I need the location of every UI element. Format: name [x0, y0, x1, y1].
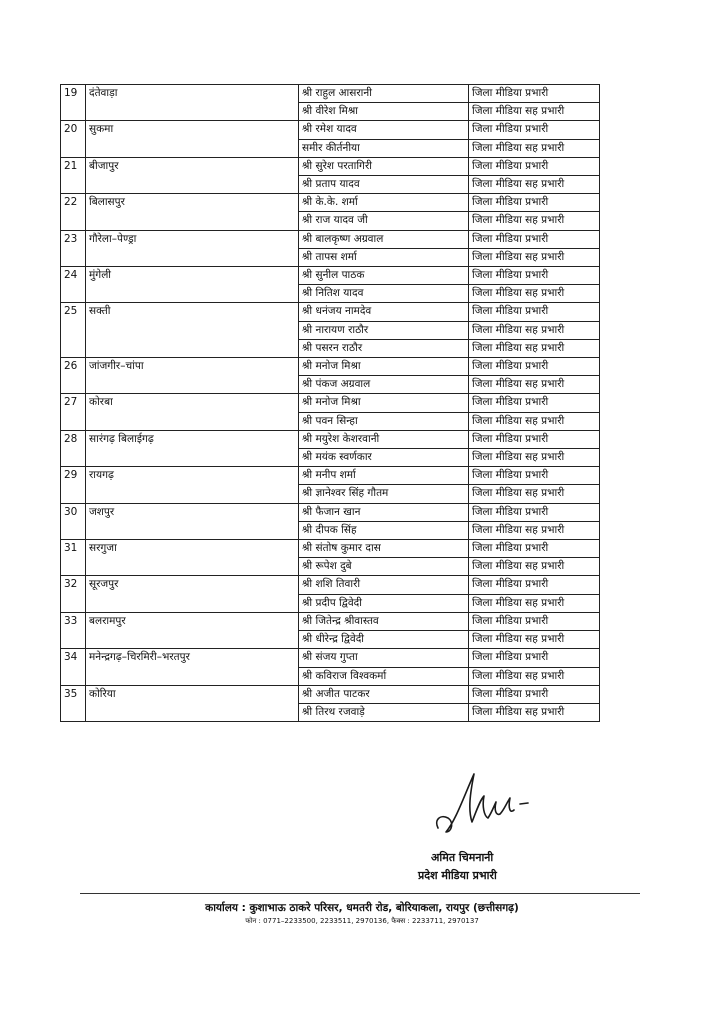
- role-cell: जिला मीडिया प्रभारी: [469, 685, 600, 703]
- district-cell: मुंगेली: [86, 267, 299, 303]
- role-cell: जिला मीडिया सह प्रभारी: [469, 176, 600, 194]
- person-name-cell: श्री नारायण राठौर: [299, 321, 469, 339]
- role-cell: जिला मीडिया प्रभारी: [469, 358, 600, 376]
- table-row: [61, 230, 600, 248]
- table-row: [61, 612, 600, 630]
- role-cell: जिला मीडिया प्रभारी: [469, 467, 600, 485]
- person-name-cell: श्री फैजान खान: [299, 503, 469, 521]
- table-row: [61, 121, 600, 139]
- table-row: [61, 467, 600, 485]
- table-row: [61, 540, 600, 558]
- district-cell: सरगुजा: [86, 540, 299, 576]
- person-name-cell: श्री राज यादव जी: [299, 212, 469, 230]
- role-cell: जिला मीडिया प्रभारी: [469, 430, 600, 448]
- district-cell: दंतेवाड़ा: [86, 85, 299, 121]
- person-name-cell: श्री मयुरेश केशरवानी: [299, 430, 469, 448]
- person-name-cell: श्री अजीत पाटकर: [299, 685, 469, 703]
- role-cell: जिला मीडिया सह प्रभारी: [469, 103, 600, 121]
- person-name-cell: श्री संतोष कुमार दास: [299, 540, 469, 558]
- person-name-cell: श्री मनीप शर्मा: [299, 467, 469, 485]
- serial-number-cell: 28: [61, 430, 86, 466]
- role-cell: जिला मीडिया प्रभारी: [469, 157, 600, 175]
- role-cell: जिला मीडिया सह प्रभारी: [469, 667, 600, 685]
- role-cell: जिला मीडिया प्रभारी: [469, 540, 600, 558]
- table-row: [61, 394, 600, 412]
- role-cell: जिला मीडिया सह प्रभारी: [469, 521, 600, 539]
- person-name-cell: श्री धीरेन्द्र द्विवेदी: [299, 631, 469, 649]
- role-cell: जिला मीडिया सह प्रभारी: [469, 631, 600, 649]
- role-cell: जिला मीडिया सह प्रभारी: [469, 139, 600, 157]
- serial-number-cell: 30: [61, 503, 86, 539]
- signer-name: अमित चिमनानी: [431, 851, 494, 864]
- table-row: [61, 303, 600, 321]
- person-name-cell: श्री पंकज अग्रवाल: [299, 376, 469, 394]
- serial-number-cell: 26: [61, 358, 86, 394]
- footer-divider: [80, 893, 640, 894]
- role-cell: जिला मीडिया प्रभारी: [469, 649, 600, 667]
- role-cell: जिला मीडिया सह प्रभारी: [469, 594, 600, 612]
- serial-number-cell: 34: [61, 649, 86, 685]
- person-name-cell: श्री कविराज विश्वकर्मा: [299, 667, 469, 685]
- district-cell: जशपुर: [86, 503, 299, 539]
- role-cell: जिला मीडिया प्रभारी: [469, 230, 600, 248]
- person-name-cell: समीर कीर्तनीया: [299, 139, 469, 157]
- district-cell: सूरजपुर: [86, 576, 299, 612]
- serial-number-cell: 23: [61, 230, 86, 266]
- serial-number-cell: 31: [61, 540, 86, 576]
- person-name-cell: श्री संजय गुप्ता: [299, 649, 469, 667]
- table-row: [61, 85, 600, 103]
- table-row: [61, 430, 600, 448]
- person-name-cell: श्री शशि तिवारी: [299, 576, 469, 594]
- person-name-cell: श्री सुरेश परतागिरी: [299, 157, 469, 175]
- person-name-cell: श्री जितेन्द्र श्रीवास्तव: [299, 612, 469, 630]
- district-cell: सुकमा: [86, 121, 299, 157]
- person-name-cell: श्री मनोज मिश्रा: [299, 394, 469, 412]
- district-cell: जांजगीर–चांपा: [86, 358, 299, 394]
- role-cell: जिला मीडिया प्रभारी: [469, 267, 600, 285]
- table-row: [61, 576, 600, 594]
- person-name-cell: श्री ज्ञानेश्वर सिंह गौतम: [299, 485, 469, 503]
- person-name-cell: श्री पवन सिन्हा: [299, 412, 469, 430]
- table-row: [61, 157, 600, 175]
- table-row: [61, 194, 600, 212]
- district-cell: सक्ती: [86, 303, 299, 358]
- role-cell: जिला मीडिया सह प्रभारी: [469, 248, 600, 266]
- district-cell: गौरेला–पेण्ड्रा: [86, 230, 299, 266]
- serial-number-cell: 32: [61, 576, 86, 612]
- serial-number-cell: 25: [61, 303, 86, 358]
- district-cell: बीजापुर: [86, 157, 299, 193]
- role-cell: जिला मीडिया सह प्रभारी: [469, 321, 600, 339]
- role-cell: जिला मीडिया प्रभारी: [469, 503, 600, 521]
- role-cell: जिला मीडिया सह प्रभारी: [469, 412, 600, 430]
- table-row: [61, 503, 600, 521]
- person-name-cell: श्री तापस शर्मा: [299, 248, 469, 266]
- person-name-cell: श्री नितिश यादव: [299, 285, 469, 303]
- handwritten-signature: [430, 760, 550, 840]
- person-name-cell: श्री मनोज मिश्रा: [299, 358, 469, 376]
- role-cell: जिला मीडिया सह प्रभारी: [469, 212, 600, 230]
- district-cell: सारंगढ़ बिलाईगढ़: [86, 430, 299, 466]
- serial-number-cell: 22: [61, 194, 86, 230]
- media-incharge-table: [60, 84, 600, 722]
- signer-title: प्रदेश मीडिया प्रभारी: [418, 869, 497, 882]
- role-cell: जिला मीडिया सह प्रभारी: [469, 485, 600, 503]
- person-name-cell: श्री रूपेश दुबे: [299, 558, 469, 576]
- role-cell: जिला मीडिया प्रभारी: [469, 194, 600, 212]
- role-cell: जिला मीडिया प्रभारी: [469, 576, 600, 594]
- role-cell: जिला मीडिया सह प्रभारी: [469, 285, 600, 303]
- serial-number-cell: 35: [61, 685, 86, 721]
- person-name-cell: श्री राहुल आसरानी: [299, 85, 469, 103]
- person-name-cell: श्री वीरेश मिश्रा: [299, 103, 469, 121]
- role-cell: जिला मीडिया सह प्रभारी: [469, 558, 600, 576]
- table-row: [61, 358, 600, 376]
- district-cell: कोरिया: [86, 685, 299, 721]
- table-row: [61, 649, 600, 667]
- person-name-cell: श्री दीपक सिंह: [299, 521, 469, 539]
- person-name-cell: श्री प्रदीप द्विवेदी: [299, 594, 469, 612]
- serial-number-cell: 27: [61, 394, 86, 430]
- person-name-cell: श्री पसरन राठौर: [299, 339, 469, 357]
- district-cell: कोरबा: [86, 394, 299, 430]
- serial-number-cell: 29: [61, 467, 86, 503]
- person-name-cell: श्री रमेश यादव: [299, 121, 469, 139]
- role-cell: जिला मीडिया प्रभारी: [469, 121, 600, 139]
- role-cell: जिला मीडिया प्रभारी: [469, 303, 600, 321]
- role-cell: जिला मीडिया प्रभारी: [469, 612, 600, 630]
- district-cell: मनेन्द्रगढ़–चिरमिरी–भरतपुर: [86, 649, 299, 685]
- role-cell: जिला मीडिया सह प्रभारी: [469, 703, 600, 721]
- district-cell: रायगढ़: [86, 467, 299, 503]
- table-body: [61, 85, 600, 722]
- person-name-cell: श्री के.के. शर्मा: [299, 194, 469, 212]
- role-cell: जिला मीडिया सह प्रभारी: [469, 376, 600, 394]
- person-name-cell: श्री सुनील पाठक: [299, 267, 469, 285]
- contact-numbers: फोन : 0771–2233500, 2233511, 2970136, फैक्स : 2233711, 2970137: [245, 917, 479, 925]
- serial-number-cell: 20: [61, 121, 86, 157]
- district-cell: बिलासपुर: [86, 194, 299, 230]
- person-name-cell: श्री बालकृष्ण अग्रवाल: [299, 230, 469, 248]
- serial-number-cell: 24: [61, 267, 86, 303]
- serial-number-cell: 33: [61, 612, 86, 648]
- serial-number-cell: 21: [61, 157, 86, 193]
- role-cell: जिला मीडिया प्रभारी: [469, 85, 600, 103]
- serial-number-cell: 19: [61, 85, 86, 121]
- role-cell: जिला मीडिया सह प्रभारी: [469, 339, 600, 357]
- district-cell: बलरामपुर: [86, 612, 299, 648]
- table-row: [61, 685, 600, 703]
- person-name-cell: श्री प्रताप यादव: [299, 176, 469, 194]
- person-name-cell: श्री तिरथ रजवाड़े: [299, 703, 469, 721]
- person-name-cell: श्री धनंजय नामदेव: [299, 303, 469, 321]
- role-cell: जिला मीडिया प्रभारी: [469, 394, 600, 412]
- table-row: [61, 267, 600, 285]
- office-address: कार्यालय : कुशाभाऊ ठाकरे परिसर, धमतरी रोड, बोरियाकला, रायपुर (छत्तीसगढ़): [205, 902, 519, 914]
- person-name-cell: श्री मयंक स्वर्णकार: [299, 449, 469, 467]
- role-cell: जिला मीडिया सह प्रभारी: [469, 449, 600, 467]
